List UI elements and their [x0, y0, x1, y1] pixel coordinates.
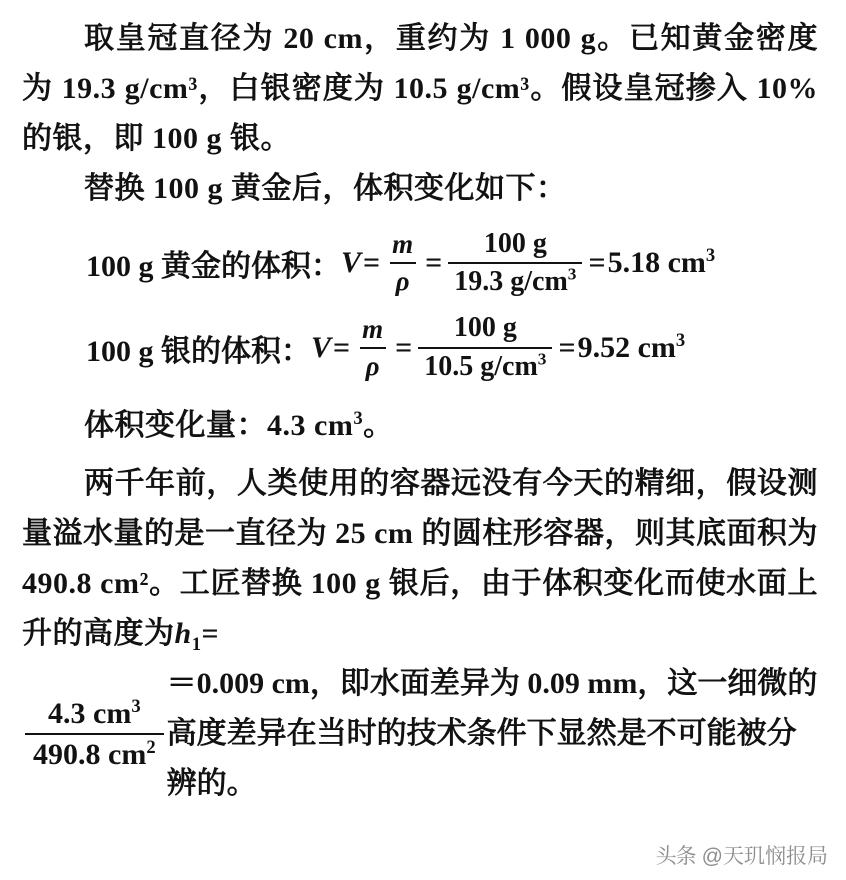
formula-silver-volume	[0, 312, 846, 382]
height-result-line	[0, 659, 846, 809]
height-fraction	[25, 697, 164, 771]
watermark-text: @天玑悯报局	[701, 845, 828, 868]
height-denominator: 490.8 $cm^2$	[25, 733, 164, 771]
formula-silver-denominator-exponent: 3	[537, 349, 547, 369]
volume-change-label: 体积变化量：	[84, 408, 267, 442]
height-numerator: 4.3 $cm^3$	[48, 695, 141, 730]
formula-gold-denominator-symbol: ρ	[390, 262, 416, 297]
formula-gold-numerator-symbol: m	[392, 229, 414, 260]
height-equals: =	[201, 616, 220, 650]
paragraph-intro-text: 取皇冠直径为 20 cm，重约为 1 000 g。已知黄金密度为 19.3 g/cm³，白银密度为 10.5 g/cm³。假设皇冠掺入 10%的银，即 100 g 银。	[22, 22, 818, 155]
volume-change-value: 4.3 cm	[267, 408, 354, 442]
paragraph-replacement-text: 替换 100 g 黄金后，体积变化如下：	[84, 172, 567, 205]
paragraph-vessel-text: 两千年前，人类使用的容器远没有今天的精细，假设测量溢水量的是一直径为 25 cm 的圆柱形容器，则其底面积为 490.8 cm²。工匠替换 100 g 银后，由于体积变化而使水面上升的高度为	[22, 466, 818, 650]
formula-gold-denominator-value: 19.3 $g/cm^3$	[448, 262, 582, 298]
formula-silver-equals-2: =	[395, 330, 413, 364]
formula-silver-equals-1: =	[333, 330, 351, 364]
height-numerator-exponent: 3	[131, 695, 141, 717]
paragraph-replacement	[0, 164, 846, 214]
formula-silver-denominator-value: 10.5 $g/cm^3$	[418, 347, 552, 383]
paragraph-intro	[0, 0, 846, 164]
formula-silver-numerator-value: 100 g	[453, 312, 517, 344]
formula-silver-variable: V	[311, 330, 332, 364]
formula-gold-fraction-numeric	[448, 228, 582, 298]
paragraph-vessel	[0, 459, 846, 659]
formula-gold-label: 100 g 黄金的体积：	[86, 250, 341, 284]
formula-gold-variable: V	[341, 246, 362, 280]
formula-silver-fraction-symbolic	[356, 314, 389, 382]
height-variable: h	[174, 616, 192, 650]
height-denominator-exponent: 2	[146, 736, 156, 758]
toutiao-logo-icon: 头条	[655, 845, 696, 868]
formula-gold-result: 5.18 $cm^3$	[607, 245, 716, 280]
formula-silver-equals-3: =	[558, 330, 576, 364]
volume-change-line	[0, 401, 846, 451]
formula-gold-equals-3: =	[588, 246, 606, 280]
height-result-text: ＝0.009 cm，即水面差异为 0.09 mm，这一细微的高度差异在当时的技术条件下显然是不可能被分辨的。	[166, 666, 818, 800]
formula-gold-volume	[0, 228, 846, 298]
volume-change-exponent: 3	[353, 407, 364, 429]
formula-silver-fraction-numeric	[418, 312, 552, 382]
formula-gold-equals-1: =	[363, 246, 381, 280]
volume-change-period: 。	[363, 408, 394, 442]
formula-silver-label: 100 g 银的体积：	[86, 334, 311, 368]
formula-silver-numerator-symbol: m	[362, 313, 384, 344]
watermark	[656, 840, 828, 870]
formula-gold-result-exponent: 3	[705, 245, 716, 267]
formula-silver-result: 9.52 $cm^3$	[577, 329, 686, 364]
height-variable-subscript: 1	[191, 633, 202, 655]
formula-gold-numerator-value: 100 g	[483, 228, 547, 259]
formula-gold-denominator-exponent: 3	[567, 264, 577, 284]
formula-gold-equals-2: =	[425, 246, 443, 280]
formula-silver-denominator-symbol: ρ	[360, 347, 386, 382]
formula-gold-fraction-symbolic	[386, 229, 419, 297]
formula-silver-result-exponent: 3	[675, 329, 686, 351]
